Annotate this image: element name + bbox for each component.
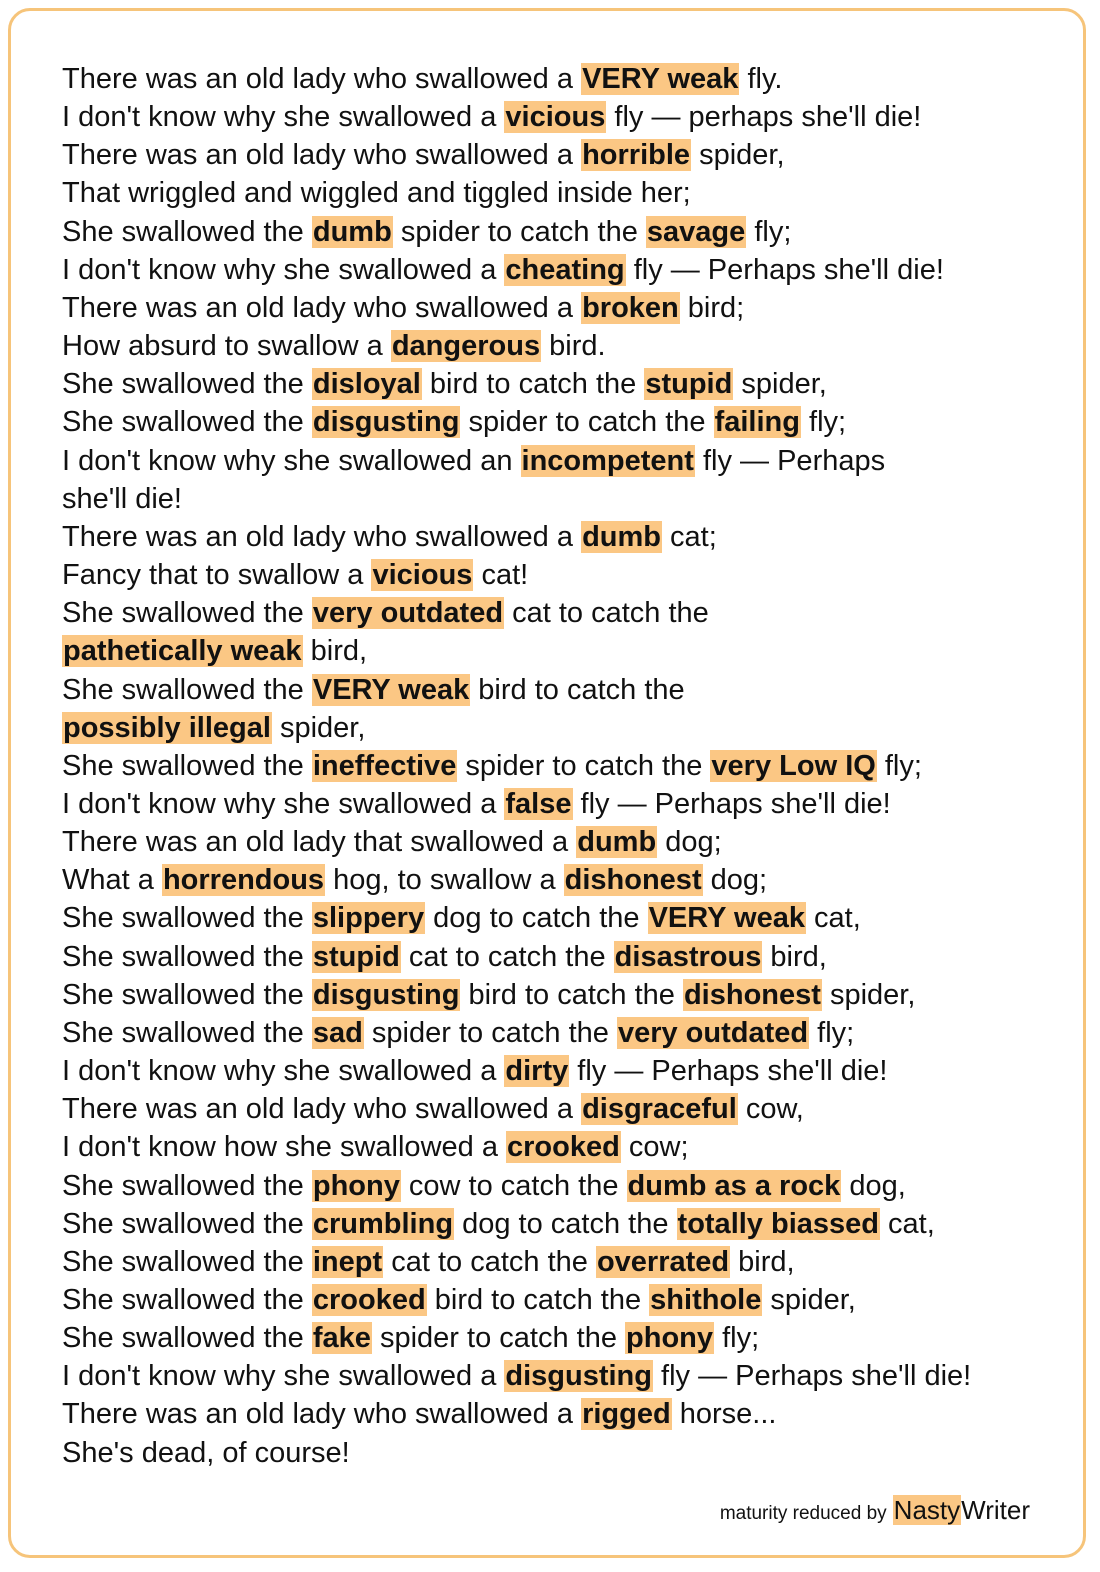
line-text: cow, bbox=[737, 1093, 804, 1126]
poem-line bbox=[62, 60, 1072, 98]
highlighted-word: disgusting bbox=[312, 406, 460, 439]
line-text: She swallowed the bbox=[62, 215, 312, 248]
poem-line bbox=[62, 1434, 1072, 1472]
line-text: I don't know how she swallowed a bbox=[62, 1131, 507, 1164]
poem-line bbox=[62, 213, 1072, 251]
line-text: fly; bbox=[809, 1016, 855, 1049]
highlighted-word: very outdated bbox=[312, 597, 504, 630]
line-text: She swallowed the bbox=[62, 1245, 312, 1278]
line-text: She swallowed the bbox=[62, 1207, 312, 1240]
line-text: There was an old lady who swallowed a bbox=[62, 291, 582, 324]
line-text: spider, bbox=[691, 139, 785, 172]
poem-line bbox=[62, 1205, 1072, 1243]
line-text: spider, bbox=[821, 978, 916, 1011]
highlighted-word: false bbox=[505, 787, 572, 820]
highlighted-word: incompetent bbox=[521, 444, 694, 477]
highlighted-word: possibly illegal bbox=[63, 711, 271, 744]
line-text: cat, bbox=[805, 902, 861, 935]
poem-line bbox=[62, 174, 1072, 212]
line-text: I don't know why she swallowed a bbox=[62, 253, 505, 286]
line-text: She swallowed the bbox=[62, 978, 312, 1011]
highlighted-word: phony bbox=[312, 1169, 400, 1202]
line-text: bird, bbox=[730, 1245, 795, 1278]
line-text: fly — Perhaps she'll die! bbox=[625, 253, 944, 286]
highlighted-word: broken bbox=[582, 291, 679, 324]
line-text: That wriggled and wiggled and tiggled inside her; bbox=[62, 177, 691, 210]
poem-line bbox=[62, 1357, 1072, 1395]
poem-line bbox=[62, 1128, 1072, 1166]
poem-line bbox=[62, 403, 1072, 441]
poem-line bbox=[62, 1052, 1072, 1090]
line-text: dog; bbox=[702, 864, 768, 897]
line-text: She swallowed the bbox=[62, 406, 312, 439]
line-text: fly; bbox=[746, 215, 792, 248]
poem-line bbox=[62, 938, 1072, 976]
line-text: fly. bbox=[739, 63, 783, 95]
poem-line bbox=[62, 480, 1072, 518]
line-text: I don't know why she swallowed a bbox=[62, 787, 505, 820]
poem-line bbox=[62, 365, 1072, 403]
line-text: cow; bbox=[620, 1131, 689, 1164]
line-text: She swallowed the bbox=[62, 940, 312, 973]
line-text: cat, bbox=[880, 1207, 935, 1240]
line-text: bird to catch the bbox=[460, 978, 683, 1011]
highlighted-word: phony bbox=[626, 1322, 714, 1355]
poem-line bbox=[62, 976, 1072, 1014]
line-text: spider to catch the bbox=[460, 406, 714, 439]
highlighted-word: fake bbox=[312, 1322, 371, 1355]
highlighted-word: rigged bbox=[582, 1398, 671, 1431]
highlighted-word: stupid bbox=[645, 368, 733, 401]
poem-text bbox=[62, 60, 1072, 1472]
line-text: There was an old lady who swallowed a bbox=[62, 1398, 582, 1431]
line-text: I don't know why she swallowed a bbox=[62, 101, 505, 134]
poem-line bbox=[62, 671, 1072, 709]
line-text: She swallowed the bbox=[62, 1169, 312, 1202]
highlighted-word: horrible bbox=[582, 139, 691, 172]
line-text: I don't know why she swallowed a bbox=[62, 1055, 505, 1088]
highlighted-word: totally biassed bbox=[677, 1207, 879, 1240]
line-text: She swallowed the bbox=[62, 1322, 312, 1355]
poem-line bbox=[62, 1167, 1072, 1205]
highlighted-word: shithole bbox=[650, 1284, 762, 1316]
highlighted-word: dishonest bbox=[683, 978, 821, 1011]
line-text: She swallowed the bbox=[62, 902, 312, 935]
highlighted-word: dumb as a rock bbox=[627, 1169, 841, 1202]
poem-line bbox=[62, 1014, 1072, 1052]
highlighted-word: dumb bbox=[577, 826, 657, 859]
highlighted-word: dishonest bbox=[564, 864, 702, 897]
highlighted-word: cheating bbox=[505, 253, 625, 286]
poem-line bbox=[62, 594, 1072, 632]
line-text: She swallowed the bbox=[62, 673, 312, 706]
line-text: bird to catch the bbox=[470, 673, 685, 706]
poem-line bbox=[62, 785, 1072, 823]
line-text: dog; bbox=[657, 826, 722, 859]
highlighted-word: dirty bbox=[505, 1055, 569, 1088]
line-text: There was an old lady who swallowed a bbox=[62, 139, 582, 172]
line-text: spider to catch the bbox=[392, 215, 646, 248]
line-text: cow to catch the bbox=[400, 1169, 627, 1202]
line-text: fly; bbox=[800, 406, 847, 439]
brand-logo bbox=[893, 1495, 1030, 1526]
line-text: There was an old lady who swallowed a bbox=[62, 520, 582, 553]
poem-line bbox=[62, 289, 1072, 327]
highlighted-word: dumb bbox=[312, 215, 392, 248]
highlighted-word: slippery bbox=[312, 902, 425, 935]
highlighted-word: VERY weak bbox=[582, 63, 739, 95]
line-text: bird. bbox=[541, 330, 606, 363]
line-text: fly — Perhaps she'll die! bbox=[572, 787, 891, 820]
line-text: dog to catch the bbox=[425, 902, 648, 935]
poem-line bbox=[62, 98, 1072, 136]
highlighted-word: crumbling bbox=[312, 1207, 454, 1240]
line-text: cat to catch the bbox=[504, 597, 709, 630]
highlighted-word: vicious bbox=[505, 101, 606, 134]
highlighted-word: overrated bbox=[596, 1245, 730, 1278]
highlighted-word: disastrous bbox=[614, 940, 762, 973]
poem-line bbox=[62, 1090, 1072, 1128]
line-text: fly — Perhaps she'll die! bbox=[569, 1055, 888, 1088]
line-text: Fancy that to swallow a bbox=[62, 559, 372, 592]
poem-line bbox=[62, 136, 1072, 174]
poem-line bbox=[62, 327, 1072, 365]
line-text: fly — Perhaps bbox=[694, 444, 886, 477]
line-text: She's dead, of course! bbox=[62, 1436, 350, 1469]
poem-line bbox=[62, 518, 1072, 556]
credit-prefix: maturity reduced by bbox=[719, 1503, 887, 1524]
brand-highlight: Nasty bbox=[893, 1495, 961, 1525]
poem-line bbox=[62, 899, 1072, 937]
line-text: She swallowed the bbox=[62, 749, 312, 782]
highlighted-word: disgusting bbox=[312, 978, 460, 1011]
highlighted-word: stupid bbox=[312, 940, 400, 973]
line-text: horse... bbox=[671, 1398, 777, 1431]
line-text: spider, bbox=[733, 368, 827, 401]
highlighted-word: failing bbox=[714, 406, 800, 439]
line-text: hog, to swallow a bbox=[325, 864, 564, 897]
highlighted-word: very Low IQ bbox=[711, 749, 876, 782]
highlighted-word: disloyal bbox=[312, 368, 421, 401]
line-text: I don't know why she swallowed a bbox=[62, 1360, 505, 1393]
line-text: fly — Perhaps she'll die! bbox=[653, 1360, 972, 1393]
line-text: She swallowed the bbox=[62, 597, 312, 630]
poem-line bbox=[62, 556, 1072, 594]
line-text: cat to catch the bbox=[400, 940, 614, 973]
line-text: dog, bbox=[841, 1169, 906, 1202]
line-text: she'll die! bbox=[62, 482, 182, 515]
highlighted-word: VERY weak bbox=[312, 673, 470, 706]
highlighted-word: crooked bbox=[312, 1284, 426, 1316]
line-text: spider to catch the bbox=[371, 1322, 626, 1355]
line-text: spider, bbox=[271, 711, 366, 744]
line-text: bird; bbox=[679, 291, 745, 324]
highlighted-word: sad bbox=[312, 1016, 363, 1049]
line-text: She swallowed the bbox=[62, 368, 312, 401]
line-text: She swallowed the bbox=[62, 1284, 312, 1316]
line-text: There was an old lady who swallowed a bbox=[62, 1093, 582, 1126]
line-text: fly; bbox=[876, 749, 922, 782]
poem-line bbox=[62, 709, 1072, 747]
line-text: cat to catch the bbox=[383, 1245, 596, 1278]
poem-line bbox=[62, 632, 1072, 670]
brand-rest: Writer bbox=[961, 1495, 1030, 1525]
highlighted-word: pathetically weak bbox=[63, 635, 302, 668]
credit-line bbox=[720, 1495, 1030, 1526]
line-text: fly; bbox=[714, 1322, 760, 1355]
line-text: fly — perhaps she'll die! bbox=[606, 101, 922, 134]
line-text: What a bbox=[62, 864, 162, 897]
line-text: How absurd to swallow a bbox=[62, 330, 391, 363]
line-text: There was an old lady who swallowed a bbox=[62, 63, 582, 95]
line-text: spider to catch the bbox=[457, 749, 711, 782]
line-text: bird, bbox=[302, 635, 368, 668]
poem-line bbox=[62, 1395, 1072, 1433]
poem-line bbox=[62, 1243, 1072, 1281]
poem-line bbox=[62, 442, 1072, 480]
highlighted-word: vicious bbox=[372, 559, 473, 592]
highlighted-word: dangerous bbox=[391, 330, 541, 363]
line-text: She swallowed the bbox=[62, 1016, 312, 1049]
line-text: bird to catch the bbox=[421, 368, 645, 401]
poem-line bbox=[62, 823, 1072, 861]
line-text: spider to catch the bbox=[363, 1016, 617, 1049]
poem-line bbox=[62, 861, 1072, 899]
highlighted-word: ineffective bbox=[312, 749, 457, 782]
line-text: cat! bbox=[473, 559, 529, 592]
poem-line bbox=[62, 1319, 1072, 1357]
line-text: There was an old lady that swallowed a bbox=[62, 826, 577, 859]
line-text: bird to catch the bbox=[426, 1284, 650, 1316]
highlighted-word: crooked bbox=[507, 1131, 620, 1164]
highlighted-word: inept bbox=[312, 1245, 383, 1278]
line-text: spider, bbox=[762, 1284, 856, 1316]
poem-line bbox=[62, 1281, 1072, 1319]
highlighted-word: dumb bbox=[582, 520, 661, 553]
page-frame bbox=[8, 8, 1086, 1558]
line-text: bird, bbox=[762, 940, 827, 973]
highlighted-word: disgusting bbox=[505, 1360, 652, 1393]
highlighted-word: horrendous bbox=[162, 864, 325, 897]
highlighted-word: VERY weak bbox=[648, 902, 805, 935]
line-text: dog to catch the bbox=[454, 1207, 677, 1240]
line-text: I don't know why she swallowed an bbox=[62, 444, 521, 477]
highlighted-word: disgraceful bbox=[582, 1093, 737, 1126]
poem-line bbox=[62, 747, 1072, 785]
line-text: cat; bbox=[662, 520, 717, 553]
highlighted-word: very outdated bbox=[617, 1016, 809, 1049]
poem-line bbox=[62, 251, 1072, 289]
highlighted-word: savage bbox=[646, 215, 746, 248]
